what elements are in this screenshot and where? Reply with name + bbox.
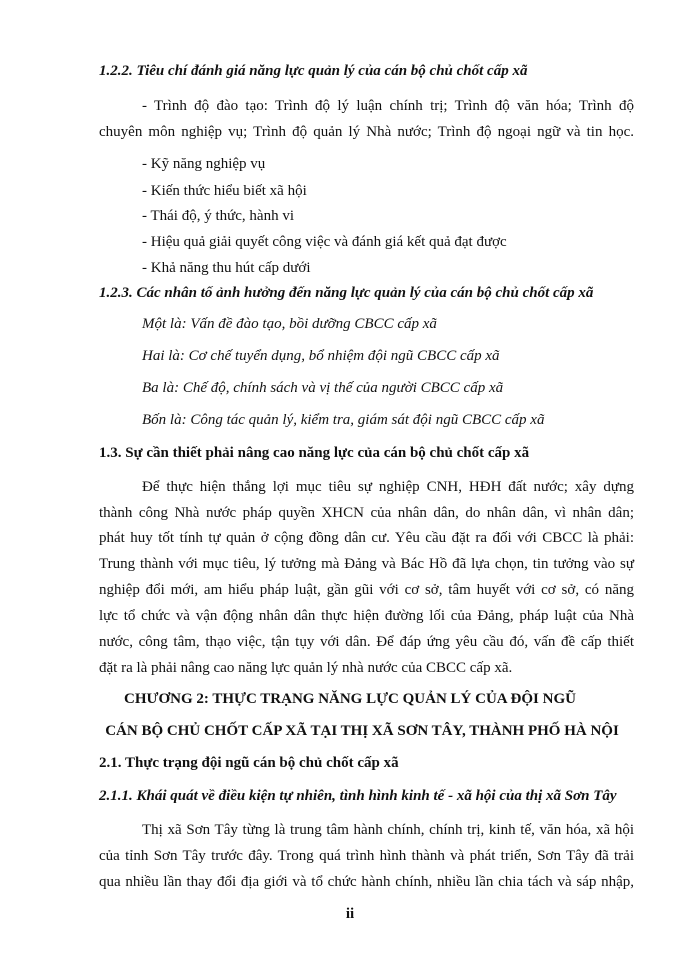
factor-item: Một là: Vấn đề đào tạo, bồi dưỡng CBCC cấp xã <box>142 316 437 332</box>
heading-1-2-3: 1.2.3. Các nhân tố ảnh hưởng đến năng lực quản lý của cán bộ chủ chốt cấp xã <box>99 285 594 301</box>
criteria-item: - Thái độ, ý thức, hành vi <box>142 208 294 224</box>
heading-1-2-2: 1.2.2. Tiêu chí đánh giá năng lực quản lý của cán bộ chủ chốt cấp xã <box>99 63 528 79</box>
criteria-item: - Hiệu quả giải quyết công việc và đánh giá kết quả đạt được <box>142 234 507 250</box>
paragraph-line: thành công Nhà nước pháp quyền XHCN của nhân dân, do nhân dân, vì nhân dân; <box>99 505 634 521</box>
chapter-title-line-2: CÁN BỘ CHỦ CHỐT CẤP XÃ TẠI THỊ XÃ SƠN TÂY, THÀNH PHỐ HÀ NỘI <box>105 723 619 739</box>
paragraph-line: lực tổ chức và vận động nhân dân thực hiện đường lối của Đảng, pháp luật của Nhà <box>99 608 634 624</box>
paragraph-line: của tỉnh Sơn Tây trước đây. Trong quá trình hình thành và phát triển, Sơn Tây đã trải <box>99 848 634 864</box>
paragraph-line: qua nhiều lần thay đổi địa giới và tổ chức hành chính, nhiều lần chia tách và sáp nhập, <box>99 874 634 890</box>
factor-item: Bốn là: Công tác quản lý, kiểm tra, giám sát đội ngũ CBCC cấp xã <box>142 412 545 428</box>
factor-item: Ba là: Chế độ, chính sách và vị thế của người CBCC cấp xã <box>142 380 504 396</box>
paragraph-line: phát huy tốt tính tự quản ở cộng đồng dân cư. Yêu cầu đặt ra đối với CBCC là phải: <box>99 530 634 546</box>
criteria-line-2: chuyên môn nghiệp vụ; Trình độ quản lý Nhà nước; Trình độ ngoại ngữ và tin học. <box>99 124 634 140</box>
criteria-item: - Khả năng thu hút cấp dưới <box>142 260 311 276</box>
heading-2-1-1: 2.1.1. Khái quát về điều kiện tự nhiên, tình hình kinh tế - xã hội của thị xã Sơn Tây <box>99 788 617 804</box>
paragraph-line: Trung thành với mục tiêu, lý tưởng mà Đảng và Bác Hồ đã lựa chọn, tin tưởng vào sự <box>99 556 634 572</box>
criteria-item: - Kiến thức hiểu biết xã hội <box>142 183 307 199</box>
criteria-item: - Kỹ năng nghiệp vụ <box>142 156 266 172</box>
paragraph-line: Để thực hiện thắng lợi mục tiêu sự nghiệp CNH, HĐH đất nước; xây dựng <box>142 479 634 495</box>
criteria-line-1: - Trình độ đào tạo: Trình độ lý luận chính trị; Trình độ văn hóa; Trình độ <box>142 98 634 114</box>
paragraph-line: Thị xã Sơn Tây từng là trung tâm hành chính, chính trị, kinh tế, văn hóa, xã hội <box>142 822 634 838</box>
paragraph-line: đặt ra là phải nâng cao năng lực quản lý nhà nước của CBCC cấp xã. <box>99 660 513 676</box>
paragraph-line: nước, công tâm, thạo việc, tận tụy với dân. Để đáp ứng yêu cầu đó, vấn đề cấp thiết <box>99 634 634 650</box>
heading-2-1: 2.1. Thực trạng đội ngũ cán bộ chủ chốt cấp xã <box>99 755 399 771</box>
chapter-title-line-1: CHƯƠNG 2: THỰC TRẠNG NĂNG LỰC QUẢN LÝ CỦA ĐỘI NGŨ <box>124 691 576 707</box>
heading-1-3: 1.3. Sự cần thiết phải nâng cao năng lực của cán bộ chủ chốt cấp xã <box>99 445 530 461</box>
paragraph-line: nghiệp đổi mới, am hiểu pháp luật, gần gũi với cơ sở, tâm huyết với cơ sở, có năng <box>99 582 634 598</box>
factor-item: Hai là: Cơ chế tuyển dụng, bổ nhiệm đội ngũ CBCC cấp xã <box>142 348 500 364</box>
page-number: ii <box>345 906 355 922</box>
